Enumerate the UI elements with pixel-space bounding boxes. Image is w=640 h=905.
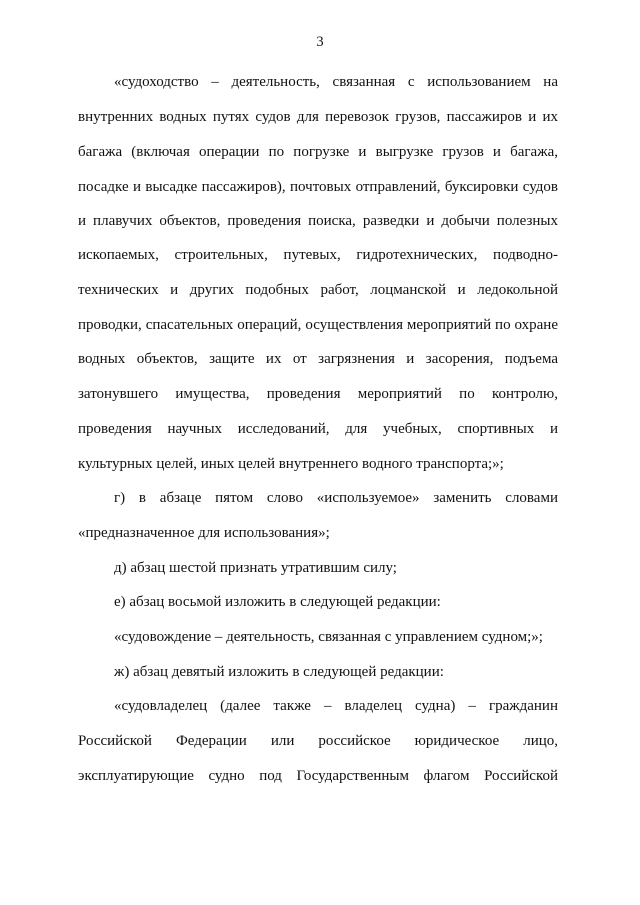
text-line: «судоходство – деятельность, связанная с использованием на	[114, 74, 558, 90]
text-line: проведения научных исследований, для учебных, спортивных и	[78, 421, 558, 437]
text-line: «судовождение – деятельность, связанная с управлением судном;»;	[114, 629, 543, 645]
text-line: е) абзац восьмой изложить в следующей редакции:	[114, 594, 441, 610]
text-line: г) в абзаце пятом слово «используемое» заменить словами	[114, 490, 558, 506]
text-line: ископаемых, строительных, путевых, гидротехнических, подводно-	[78, 247, 558, 263]
text-line: посадке и высадке пассажиров), почтовых отправлений, буксировки судов	[78, 179, 558, 195]
text-line: культурных целей, иных целей внутреннего водного транспорта;»;	[78, 456, 504, 472]
page-number: 3	[316, 34, 324, 50]
text-line: багажа (включая операции по погрузке и выгрузке грузов и багажа,	[78, 144, 558, 160]
text-line: Российской Федерации или российское юридическое лицо,	[78, 733, 558, 749]
text-line: проводки, спасательных операций, осуществления мероприятий по охране	[78, 317, 558, 333]
text-line: эксплуатирующие судно под Государственным флагом Российской	[78, 768, 558, 784]
text-line: «предназначенное для использования»;	[78, 525, 330, 541]
text-line: ж) абзац девятый изложить в следующей редакции:	[114, 664, 444, 680]
text-line: технических и других подобных работ, лоцманской и ледокольной	[78, 282, 558, 298]
text-line: «судовладелец (далее также – владелец судна) – гражданин	[114, 698, 558, 714]
text-line: д) абзац шестой признать утратившим силу;	[114, 560, 397, 576]
text-line: затонувшего имущества, проведения мероприятий по контролю,	[78, 386, 558, 402]
text-line: водных объектов, защите их от загрязнения и засорения, подъема	[78, 351, 558, 367]
text-line: внутренних водных путях судов для перевозок грузов, пассажиров и их	[78, 109, 558, 125]
text-line: и плавучих объектов, проведения поиска, разведки и добычи полезных	[78, 213, 558, 229]
